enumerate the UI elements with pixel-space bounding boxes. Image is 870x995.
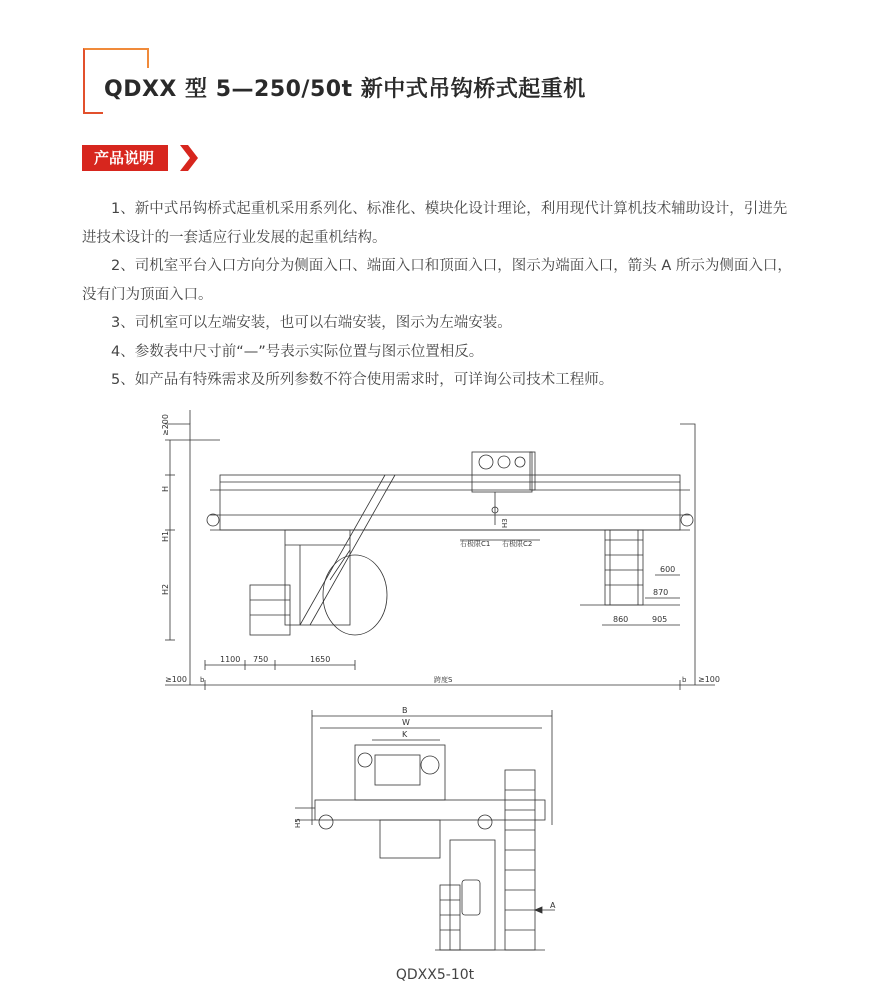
dim-label: 600 [660, 565, 676, 574]
description-list [82, 195, 794, 395]
dim-label: H5 [294, 818, 302, 828]
dim-label: H3 [501, 518, 509, 528]
dim-label: 870 [653, 588, 669, 597]
dim-label: 905 [652, 615, 668, 624]
dim-label: A [550, 901, 556, 910]
dim-label: H [161, 485, 170, 492]
section-badge: 产品说明 [82, 145, 168, 171]
front-view [161, 410, 720, 690]
dim-label: 1100 [220, 655, 241, 664]
page-title: QDXX 型 5—250/50t 新中式吊钩桥式起重机 [104, 77, 586, 102]
dim-label: 右极限C1 [460, 540, 491, 548]
dim-label: b [200, 676, 205, 684]
description-item: 3、司机室可以左端安装，也可以右端安装，图示为左端安装。 [111, 315, 512, 331]
drawing-caption: QDXX5-10t [395, 967, 475, 983]
dim-label: H2 [161, 583, 170, 595]
dim-label: 1650 [310, 655, 331, 664]
description-item: 1、新中式吊钩桥式起重机采用系列化、标准化、模块化设计理论，利用现代计算机技术辅助设计，引进先进技术设计的一套适应行业发展的起重机结构。 [82, 201, 788, 246]
description-item: 4、参数表中尺寸前“—”号表示实际位置与图示位置相反。 [111, 343, 484, 360]
dim-label: 跨度S [434, 676, 453, 684]
dim-label: 750 [253, 655, 269, 664]
dim-label: 右极限C2 [502, 540, 533, 548]
dim-label: ≥100 [698, 675, 720, 684]
dim-label: b [682, 676, 687, 684]
chevron-right-icon [180, 145, 202, 171]
crane-technical-drawing [150, 410, 720, 965]
dim-label: W [402, 718, 410, 727]
dim-label: H1 [161, 530, 170, 542]
dim-label: ≥200 [161, 414, 170, 436]
description-item: 2、司机室平台入口方向分为侧面入口、端面入口和顶面入口，图示为端面入口，箭头 A 所示为侧面入口，没有门为顶面入口。 [82, 258, 792, 303]
dim-label: B [402, 706, 408, 715]
dim-label: ≥100 [165, 675, 187, 684]
dim-label: K [402, 730, 408, 739]
description-item: 5、如产品有特殊需求及所列参数不符合使用需求时，可详询公司技术工程师。 [111, 372, 614, 388]
dim-label: 860 [613, 615, 629, 624]
side-view [294, 706, 556, 950]
